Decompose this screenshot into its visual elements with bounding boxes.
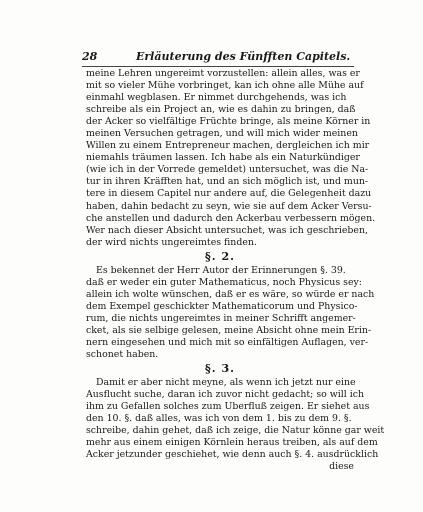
page-body	[86, 68, 385, 473]
text-line: tur in ihren Kräfften hat, und an sich möglich ist, und mun-	[86, 176, 369, 188]
text-line: cket, als sie selbige gelesen, meine Absicht ohne mein Erin-	[86, 324, 372, 336]
text-line: der wird nichts ungereimtes finden.	[86, 236, 257, 248]
text-line: Damit er aber nicht meyne, als wenn ich jetzt nur eine	[96, 377, 356, 389]
text-line: allein ich wolte wünschen, daß er es wäre, so würde er nach	[86, 288, 375, 300]
text-line: mit so vieler Mühe vorbringet, kan ich ohne alle Mühe auf	[86, 80, 364, 92]
text-line: ihm zu Gefallen solches zum Uberfluß zeigen. Er siehet aus	[86, 401, 370, 413]
text-line: che anstellen und dadurch den Ackerbau verbessern mögen.	[86, 212, 376, 224]
text-line: schonet haben.	[86, 349, 159, 361]
text-line: schreibe, dahin gehet, daß ich zeige, die Natur könne gar weit	[86, 425, 385, 437]
text-line: niemahls träumen lassen. Ich habe als ein Naturkündiger	[86, 152, 360, 164]
text-line: meine Lehren ungereimt vorzustellen: allein alles, was er	[86, 68, 360, 79]
text-line: (wie ich in der Vorrede gemeldet) untersuchet, was die Na-	[86, 164, 369, 176]
text-line: daß er weder ein guter Mathematicus, noch Physicus sey:	[86, 276, 362, 288]
paragraph-1	[86, 68, 376, 249]
running-title: Erläuterung des Fünfften Capitels.	[136, 50, 351, 63]
text-line: Acker jetzunder geschiehet, wie denn auch §. 4. ausdrücklich	[86, 449, 379, 461]
paragraph-3	[86, 377, 385, 473]
text-line: tere in diesem Capitel nur andere auf, die Gelegenheit dazu	[86, 188, 372, 200]
paragraph-2	[86, 264, 375, 361]
text-line: Willen zu einem Entrepreneur machen, dergleichen ich mir	[86, 140, 370, 152]
text-line: dem Exempel geschickter Mathematicorum und Physico-	[86, 300, 358, 312]
header-rule	[82, 66, 354, 67]
running-header	[82, 50, 354, 64]
catchword: diese	[329, 461, 354, 473]
section-heading-3: §. 3.	[205, 362, 235, 376]
text-line: rum, die nichts ungereimtes in meiner Schrifft angemer-	[86, 312, 356, 324]
text-line: mehr aus einem einigen Körnlein heraus treiben, als auf dem	[86, 437, 378, 449]
text-line: der Acker so vielfältige Früchte bringe, als meine Körner in	[86, 116, 371, 128]
text-line: Ausflucht suche, daran ich zuvor nicht gedacht; so will ich	[86, 389, 365, 401]
text-line: nern eingesehen und mich mit so einfältigen Auflagen, ver-	[86, 336, 369, 348]
text-line: meinen Versuchen getragen, und will mich wider meinen	[86, 128, 358, 140]
text-line: einmahl wegblasen. Er nimmet durchgehends, was ich	[86, 92, 347, 104]
text-line: schreibe als ein Project an, wie es dahin zu bringen, daß	[86, 104, 356, 116]
text-line: Es bekennet der Herr Autor der Erinnerungen §. 39.	[96, 264, 346, 276]
text-line: Wer nach dieser Absicht untersuchet, was ich geschrieben,	[86, 224, 368, 236]
text-line: den 10. §. daß alles, was ich von dem 1. bis zu dem 9. §.	[86, 413, 352, 425]
text-line: haben, dahin bedacht zu seyn, wie sie auf dem Acker Versu-	[86, 200, 372, 212]
section-heading-2: §. 2.	[205, 249, 235, 263]
page-number: 28	[82, 50, 98, 63]
